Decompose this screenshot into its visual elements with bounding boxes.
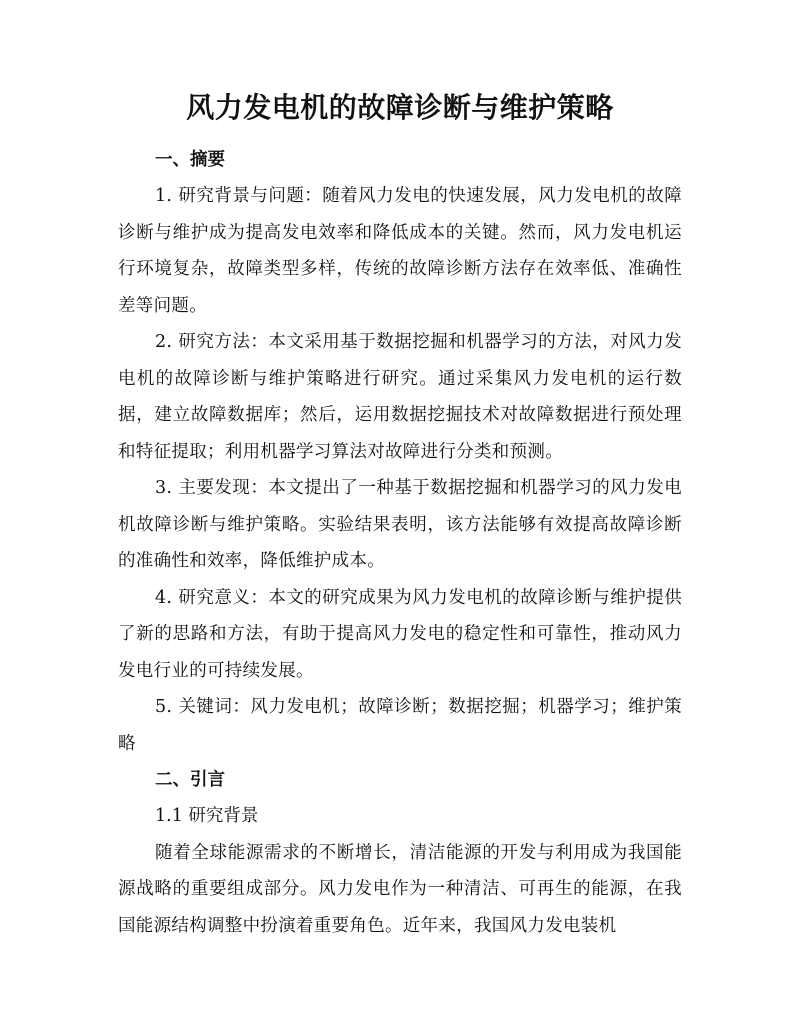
- abstract-item-1: 1. 研究背景与问题：随着风力发电的快速发展，风力发电机的故障诊断与维护成为提高发电效率和降低成本的关键。然而，风力发电机运行环境复杂，故障类型多样，传统的故障诊断方法存在效率低、准确性差等问题。: [118, 186, 682, 316]
- section-heading-abstract: 一、摘要: [155, 150, 225, 170]
- abstract-item-2: 2. 研究方法：本文采用基于数据挖掘和机器学习的方法，对风力发电机的故障诊断与维护策略进行研究。通过采集风力发电机的运行数据，建立故障数据库；然后，运用数据挖掘技术对故障数据进行预处理和特征提取；利用机器学习算法对故障进行分类和预测。: [118, 332, 682, 462]
- document-title: 风力发电机的故障诊断与维护策略: [186, 91, 614, 124]
- intro-paragraph: 随着全球能源需求的不断增长，清洁能源的开发与利用成为我国能源战略的重要组成部分。风力发电作为一种清洁、可再生的能源，在我国能源结构调整中扮演着重要角色。近年来，我国风力发电装机: [118, 842, 682, 936]
- subsection-heading-background: 1.1 研究背景: [155, 806, 259, 826]
- abstract-item-5: 5. 关键词：风力发电机；故障诊断；数据挖掘；机器学习；维护策略: [118, 697, 682, 754]
- abstract-item-4: 4. 研究意义：本文的研究成果为风力发电机的故障诊断与维护提供了新的思路和方法，有助于提高风力发电的稳定性和可靠性，推动风力发电行业的可持续发展。: [118, 587, 682, 681]
- abstract-item-3: 3. 主要发现：本文提出了一种基于数据挖掘和机器学习的风力发电机故障诊断与维护策略。实验结果表明，该方法能够有效提高故障诊断的准确性和效率，降低维护成本。: [118, 478, 682, 571]
- section-heading-intro: 二、引言: [155, 770, 225, 790]
